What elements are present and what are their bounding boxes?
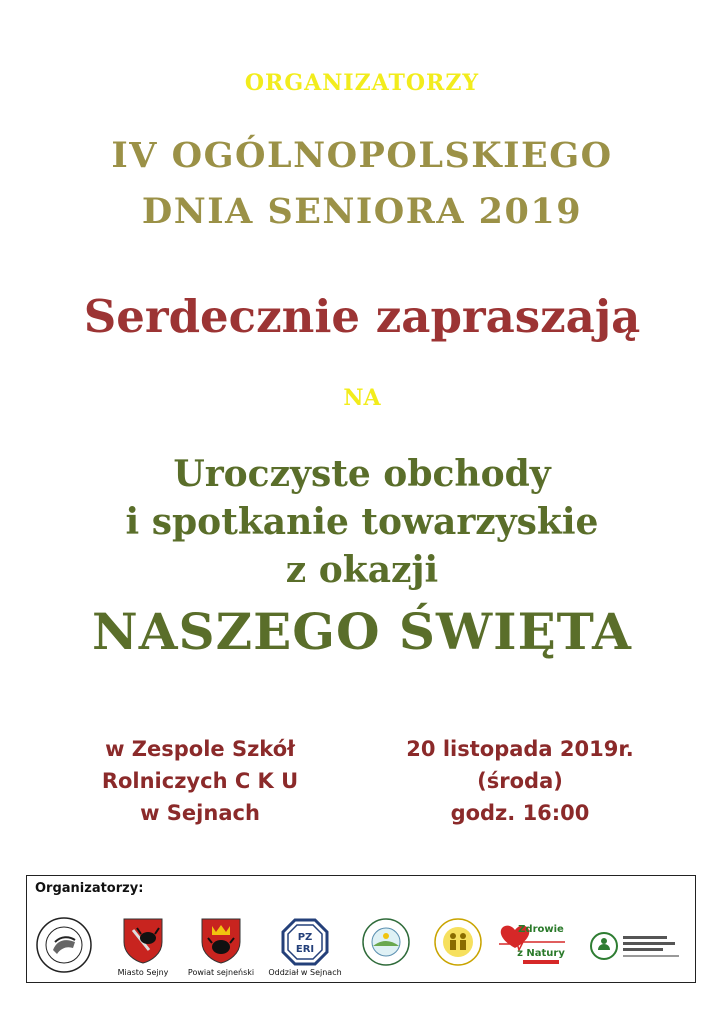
event-title-line2: DNIA SENIORA 2019 <box>141 191 583 232</box>
event-title <box>0 128 724 240</box>
description-line2: i spotkanie towarzyskie <box>125 501 599 543</box>
sponsors-title: Organizatorzy: <box>35 881 144 896</box>
event-date <box>360 733 680 829</box>
sejny-county-crest-icon <box>199 916 243 964</box>
seniors-council-seal-icon <box>35 916 93 974</box>
sponsors-box <box>26 875 696 983</box>
horyzont-seniors-logo-icon <box>361 916 411 968</box>
event-place <box>60 733 340 829</box>
zdrowie-text-bottom: z Natury <box>517 948 565 959</box>
invitation-text: Serdecznie zapraszają <box>83 290 641 343</box>
organizers-heading: ORGANIZATORZY <box>244 70 480 96</box>
zdrowie-z-natury-logo-icon <box>497 920 567 966</box>
sejny-city-caption: Miasto Sejny <box>117 968 169 977</box>
pzeri-text-bottom: ERI <box>295 944 315 955</box>
description-line3: z okazji <box>285 549 439 591</box>
description-line1: Uroczyste obchody <box>173 453 551 495</box>
event-description <box>0 450 724 594</box>
seniors-club-logo-icon <box>433 916 483 968</box>
event-title-line1: IV OGÓLNOPOLSKIEGO <box>111 135 613 176</box>
date-line2: (środa) <box>477 769 563 793</box>
zsr-cku-logo-icon <box>589 928 683 964</box>
na-label: NA <box>343 385 381 411</box>
pzeri-logo-icon <box>281 918 329 966</box>
place-line1: w Zespole Szkół <box>105 737 295 761</box>
date-line3: godz. 16:00 <box>450 801 590 825</box>
pzeri-text-top: PZ <box>297 932 313 943</box>
date-line1: 20 listopada 2019r. <box>406 737 634 761</box>
place-line3: w Sejnach <box>140 801 260 825</box>
holiday-title: NASZEGO ŚWIĘTA <box>92 602 632 661</box>
sejny-city-crest-icon <box>121 916 165 964</box>
zdrowie-text-top: Zdrowie <box>518 924 564 935</box>
sejny-county-caption: Powiat sejneński <box>187 968 255 977</box>
pzeri-caption: Oddział w Sejnach <box>268 968 342 977</box>
place-line2: Rolniczych C K U <box>101 769 299 793</box>
